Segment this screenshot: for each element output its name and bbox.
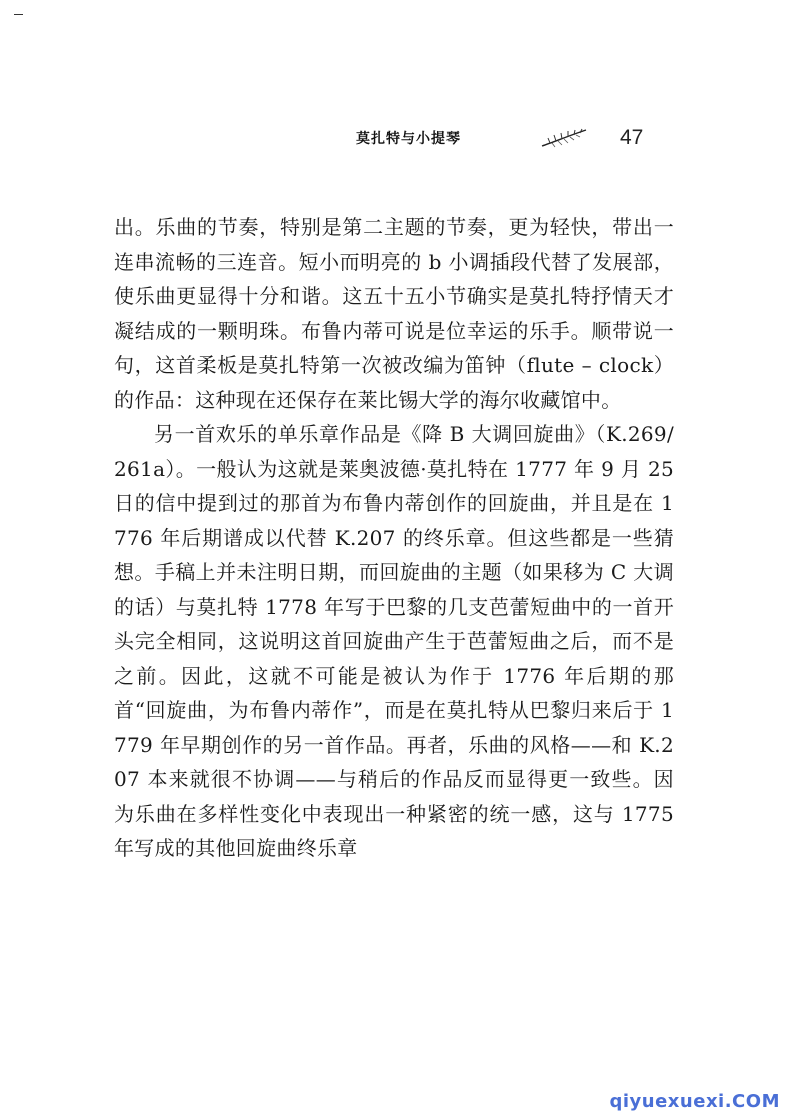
- site-watermark: [610, 1091, 781, 1112]
- running-header-title: 莫扎特与小提琴: [356, 131, 461, 147]
- running-header: [356, 126, 656, 156]
- watermark-text: qiyuexuexi.COM: [609, 1091, 780, 1112]
- paragraph-rondo: 另一首欢乐的单乐章作品是《降 B 大调回旋曲》（K.269/261a）。一般认为这就是莱奥波德·莫扎特在 1777 年 9 月 25 日的信中提到过的那首为布鲁内蒂创作的回旋曲，并且是在 1776 年后期谱成以代替 K.207 的终乐章。但这些都是一些猜想。手稿上并未注明日期，而回旋曲的主题（如果移为 C 大调的话）与莫扎特 1778 年写于巴黎的几支芭蕾短曲中的一首开头完全相同，这说明这首回旋曲产生于芭蕾短曲之后，而不是之前。因此，这就不可能是被认为作于 1776 年后期的那首“回旋曲，为布鲁内蒂作”，而是在莫扎特从巴黎归来后于 1779 年早期创作的另一首作品。再者，乐曲的风格——和 K.207 本来就很不协调——与稍后的作品反而显得更一致些。因为乐曲在多样性变化中表现出一种紧密的统一感，这与 1775 年写成的其他回旋曲终乐章: [114, 422, 674, 860]
- body-text: [114, 210, 674, 866]
- crop-mark: [14, 14, 23, 15]
- paragraph-continuation: 出。乐曲的节奏，特别是第二主题的节奏，更为轻快，带出一连串流畅的三连音。短小而明亮的 b 小调插段代替了发展部，使乐曲更显得十分和谐。这五十五小节确实是莫扎特抒情天才凝结成的一颗明珠。布鲁内蒂可说是位幸运的乐手。顺带说一句，这首柔板是莫扎特第一次被改编为笛钟（flute – clock）的作品：这种现在还保存在莱比锡大学的海尔收藏馆中。: [114, 215, 674, 412]
- quill-feather-icon: [540, 128, 588, 148]
- page-number: 47: [620, 126, 644, 149]
